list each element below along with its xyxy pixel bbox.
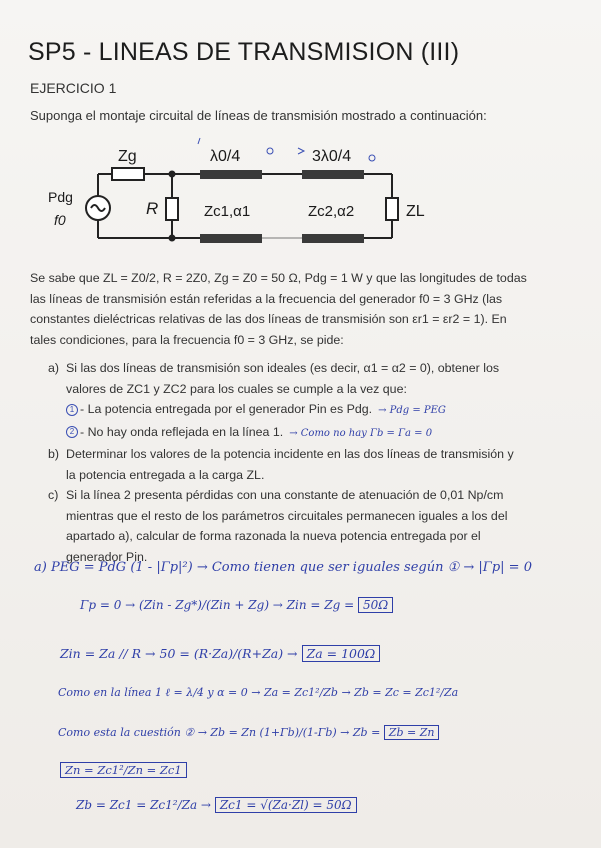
question-c-line-1: Si la línea 2 presenta pérdidas con una constante de atenuación de 0,01 Np/cm	[66, 488, 504, 502]
handwritten-line-4: Como en la línea 1 ℓ = λ/4 y α = 0 → Za = Zc1²/Zb → Zb = Zc = Zc1²/Za	[58, 686, 459, 699]
handwritten-result-zb: Zb = Zn	[384, 725, 440, 740]
question-c-line-3: apartado a), calcular de forma razonada la nueva potencia entregada por el	[66, 529, 481, 543]
handwritten-line-5	[58, 726, 439, 739]
label-line2: Zc2,α2	[308, 203, 355, 220]
handwritten-line-7	[76, 798, 357, 812]
condition-2-text: - No hay onda reflejada en la línea 1.	[80, 424, 284, 439]
label-line1-length: λ0/4	[210, 148, 241, 165]
handwritten-line-2-text: Γp = 0 → (Zin - Zg*)/(Zin + Zg) → Zin = Zg =	[80, 598, 355, 612]
line1-bottom-conductor	[200, 234, 262, 243]
condition-2	[66, 422, 568, 445]
label-pdg: Pdg	[48, 189, 73, 205]
question-a-label: a)	[48, 361, 60, 375]
circled-2-icon: 2	[66, 426, 78, 438]
question-list	[48, 358, 568, 567]
intro-text: Suponga el montaje circuital de líneas de transmisión mostrado a continuación:	[30, 108, 487, 123]
handwritten-line-6: Zn = Zc1²/Zn = Zc1	[60, 762, 187, 778]
problem-statement	[30, 268, 570, 350]
condition-2-note: → Como no hay Γb = Γa = 0	[289, 427, 433, 439]
circuit-diagram	[40, 128, 560, 258]
label-line2-length: 3λ0/4	[312, 148, 352, 165]
condition-1	[66, 399, 568, 422]
question-b-label: b)	[48, 447, 60, 461]
line1-top-conductor	[200, 170, 262, 179]
handwritten-line-3	[60, 646, 380, 661]
statement-line-2: las líneas de transmisión están referidas a la frecuencia del generador f0 = 3 GHz (las	[30, 291, 503, 306]
page-title: SP5 - LINEAS DE TRANSMISION (III)	[28, 38, 460, 66]
handwritten-line-3-text: Zin = Za // R → 50 = (R·Za)/(R+Za) →	[60, 646, 298, 661]
question-c-line-4: generador Pin.	[66, 549, 148, 564]
handwritten-result-zin: 50Ω	[358, 597, 393, 613]
line2-top-conductor	[302, 170, 364, 179]
handwritten-line-5-text: Como esta la cuestión ② → Zb = Zn (1+Γb)/(1-Γb) → Zb =	[58, 726, 381, 739]
condition-1-note: → Pdg = PEG	[378, 405, 446, 416]
question-a	[48, 358, 568, 444]
question-b	[48, 444, 568, 485]
handwritten-result-za: Za = 100Ω	[302, 645, 381, 662]
line2-bottom-conductor	[302, 234, 364, 243]
question-a-line-2: valores de ZC1 y ZC2 para los cuales se cumple a la vez que:	[66, 381, 407, 396]
handwritten-line-1: a) PEG = PdG (1 - |Γp|²) → Como tienen que ser iguales según ① → |Γp| = 0	[34, 560, 532, 575]
statement-line-4: tales condiciones, para la frecuencia f0 = 3 GHz, se pide:	[30, 332, 344, 347]
label-line1: Zc1,α1	[204, 203, 251, 220]
label-r: R	[146, 199, 159, 218]
question-c	[48, 485, 568, 567]
condition-1-text: - La potencia entregada por el generador Pin es Pdg.	[80, 402, 373, 416]
label-f0: f0	[54, 212, 66, 228]
label-zg: Zg	[118, 148, 137, 165]
handwritten-line-7-text: Zb = Zc1 = Zc1²/Za →	[76, 798, 211, 812]
handwritten-line-2	[80, 598, 393, 612]
question-c-line-2: mientras que el resto de los parámetros circuitales permanecen iguales a los del	[66, 508, 508, 523]
statement-line-1: Se sabe que ZL = Z0/2, R = 2Z0, Zg = Z0 = 50 Ω, Pdg = 1 W y que las longitudes de todas	[30, 271, 527, 285]
question-a-line-1: Si las dos líneas de transmisión son ideales (es decir, α1 = α2 = 0), obtener los	[66, 361, 500, 375]
exercise-heading: EJERCICIO 1	[30, 80, 117, 96]
circled-1-icon: 1	[66, 404, 78, 416]
question-c-label: c)	[48, 488, 59, 502]
statement-line-3: constantes dieléctricas relativas de las dos líneas de transmisión son εr1 = εr2 = 1). En	[30, 312, 507, 326]
question-b-line-1: Determinar los valores de la potencia incidente en las dos líneas de transmisión y	[66, 447, 514, 461]
question-b-line-2: la potencia entregada a la carga ZL.	[66, 467, 265, 482]
label-zl: ZL	[406, 203, 425, 220]
handwritten-result-zc: Zc1 = √(Za·Zl) = 50Ω	[215, 797, 357, 813]
